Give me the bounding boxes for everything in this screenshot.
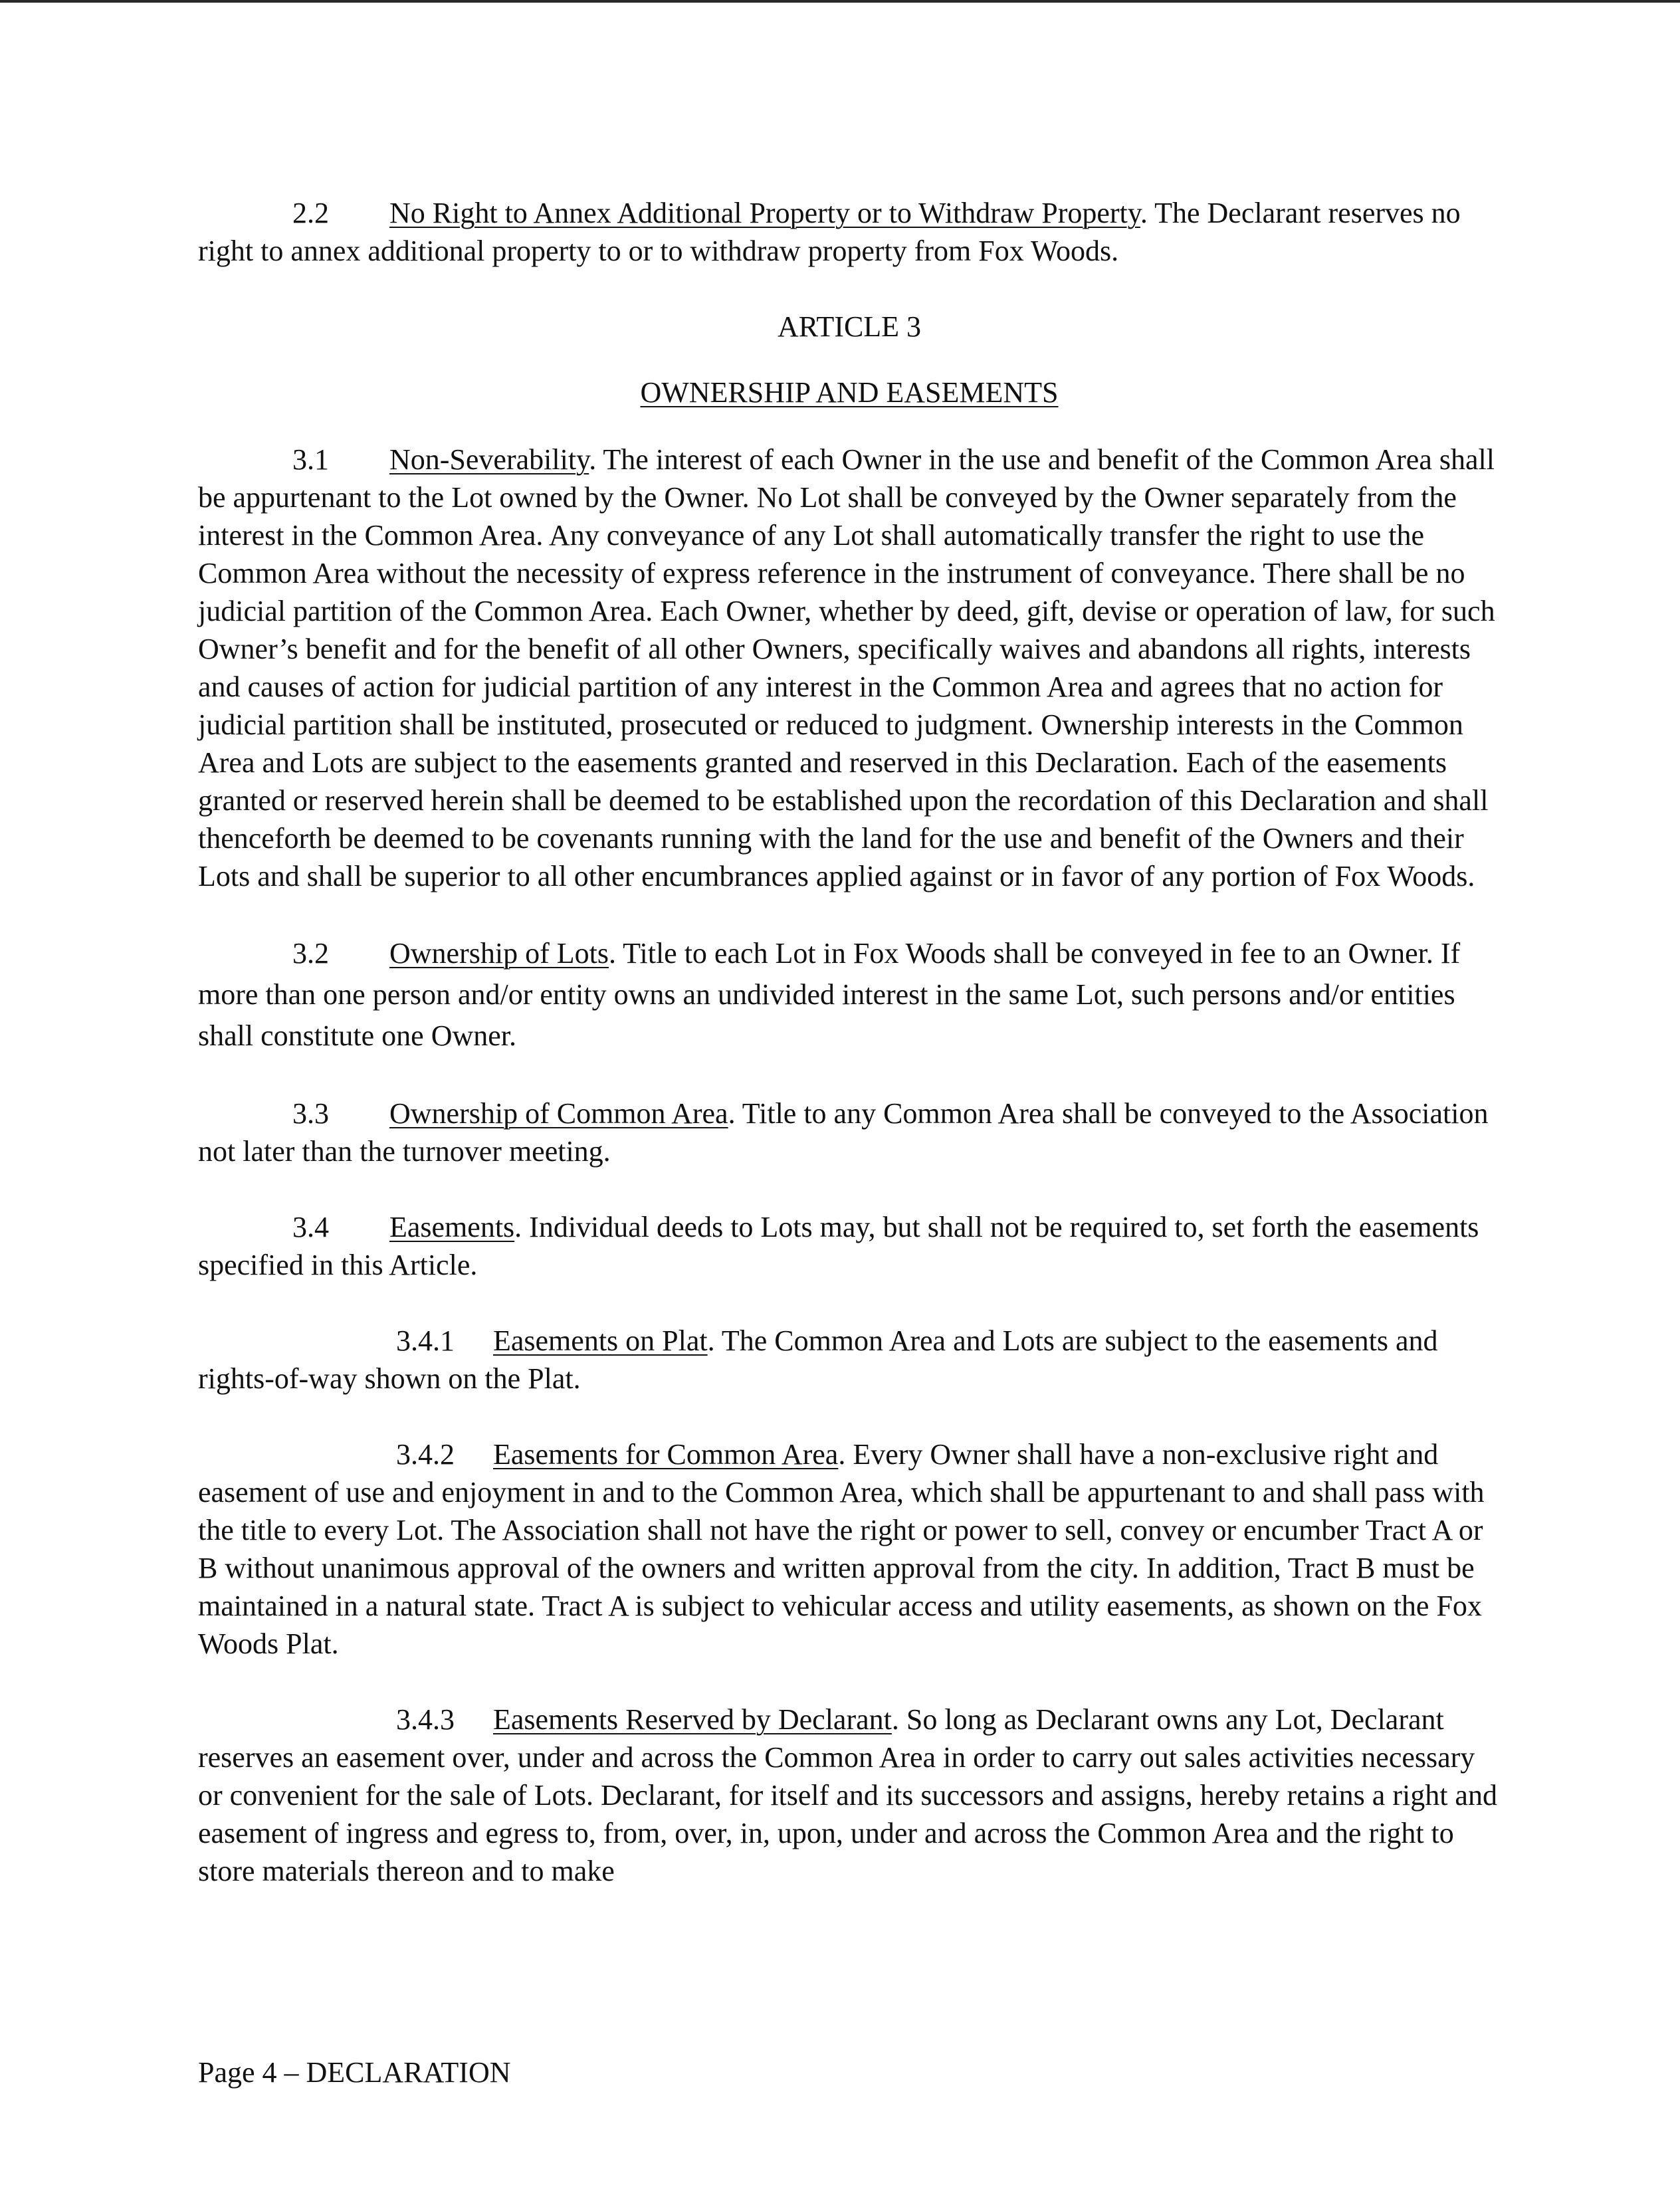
- section-body: . Title to each Lot in Fox Woods shall be conveyed in fee to an Owner. If more than one person and/or entity owns an undivided interest in the same Lot, such persons and/or entities shall constitute one Owner.: [198, 937, 1461, 1052]
- section-caption: Easements Reserved by Declarant: [493, 1703, 892, 1736]
- section-number: 3.1: [292, 443, 329, 476]
- section-number: 3.4.1: [396, 1324, 455, 1357]
- section-body: . So long as Declarant owns any Lot, Declarant reserves an easement over, under and across the Common Area in order to carry out sales activities necessary or convenient for the sale of Lots. Declarant, for itself and its successors and assigns, hereby retains a right and easement of ingress and egress to, from, over, in, upon, under and across the Common Area and the right to store materials thereon and to make: [198, 1703, 1497, 1887]
- section-3-4-3: [198, 1701, 1501, 1890]
- section-body: . Individual deeds to Lots may, but shall not be required to, set forth the easements specified in this Article.: [198, 1211, 1479, 1281]
- section-body: . The Declarant reserves no right to annex additional property to or to withdraw property from Fox Woods.: [198, 197, 1461, 267]
- section-number: 3.2: [292, 937, 329, 970]
- scan-top-edge: [0, 0, 1680, 3]
- section-body: . Title to any Common Area shall be conveyed to the Association not later than the turnover meeting.: [198, 1097, 1489, 1168]
- section-2-2: [198, 194, 1501, 270]
- section-caption: Easements on Plat: [493, 1324, 708, 1357]
- section-3-3: [198, 1094, 1501, 1170]
- section-number: 3.3: [292, 1097, 329, 1130]
- page-footer: Page 4 – DECLARATION: [198, 2056, 511, 2089]
- section-number: 3.4.2: [396, 1438, 455, 1471]
- section-3-4: [198, 1208, 1501, 1284]
- section-caption: Easements: [389, 1211, 515, 1243]
- section-caption: No Right to Annex Additional Property or to Withdraw Property: [389, 197, 1140, 229]
- section-number: 2.2: [292, 197, 329, 229]
- section-body: . The Common Area and Lots are subject to the easements and rights-of-way shown on the Plat.: [198, 1324, 1438, 1395]
- section-number: 3.4: [292, 1211, 329, 1243]
- section-3-2: [198, 933, 1501, 1057]
- section-caption: Non-Severability: [389, 443, 589, 476]
- section-3-1: [198, 441, 1501, 895]
- section-body: . Every Owner shall have a non-exclusive right and easement of use and enjoyment in and to the Common Area, which shall be appurtenant to and shall pass with the title to every Lot. The Association shall not have the right or power to sell, convey or encumber Tract A or B without unanimous approval of the owners and written approval from the city. In addition, Tract B must be maintained in a natural state. Tract A is subject to vehicular access and utility easements, as shown on the Fox Woods Plat.: [198, 1438, 1485, 1660]
- section-body: . The interest of each Owner in the use and benefit of the Common Area shall be appurtenant to the Lot owned by the Owner. No Lot shall be conveyed by the Owner separately from the interest in the Common Area. Any conveyance of any Lot shall automatically transfer the right to use the Common Area without the necessity of express reference in the instrument of conveyance. There shall be no judicial partition of the Common Area. Each Owner, whether by deed, gift, devise or operation of law, for such Owner’s benefit and for the benefit of all other Owners, specifically waives and abandons all rights, interests and causes of action for judicial partition of any interest in the Common Area and agrees that no action for judicial partition shall be instituted, prosecuted or reduced to judgment. Ownership interests in the Common Area and Lots are subject to the easements granted and reserved in this Declaration. Each of the easements granted or reserved herein shall be deemed to be established upon the recordation of this Declaration and shall thenceforth be deemed to be covenants running with the land for the use and benefit of the Owners and their Lots and shall be superior to all other encumbrances applied against or in favor of any portion of Fox Woods.: [198, 443, 1495, 892]
- section-caption: Ownership of Common Area: [389, 1097, 728, 1130]
- section-3-4-1: [198, 1322, 1501, 1398]
- article-title: OWNERSHIP AND EASEMENTS: [640, 376, 1059, 409]
- section-3-4-2: [198, 1435, 1501, 1663]
- section-caption: Easements for Common Area: [493, 1438, 839, 1471]
- section-number: 3.4.3: [396, 1703, 455, 1736]
- section-caption: Ownership of Lots: [389, 937, 609, 970]
- document-page: [198, 194, 1501, 1928]
- article-label: ARTICLE 3: [777, 310, 922, 343]
